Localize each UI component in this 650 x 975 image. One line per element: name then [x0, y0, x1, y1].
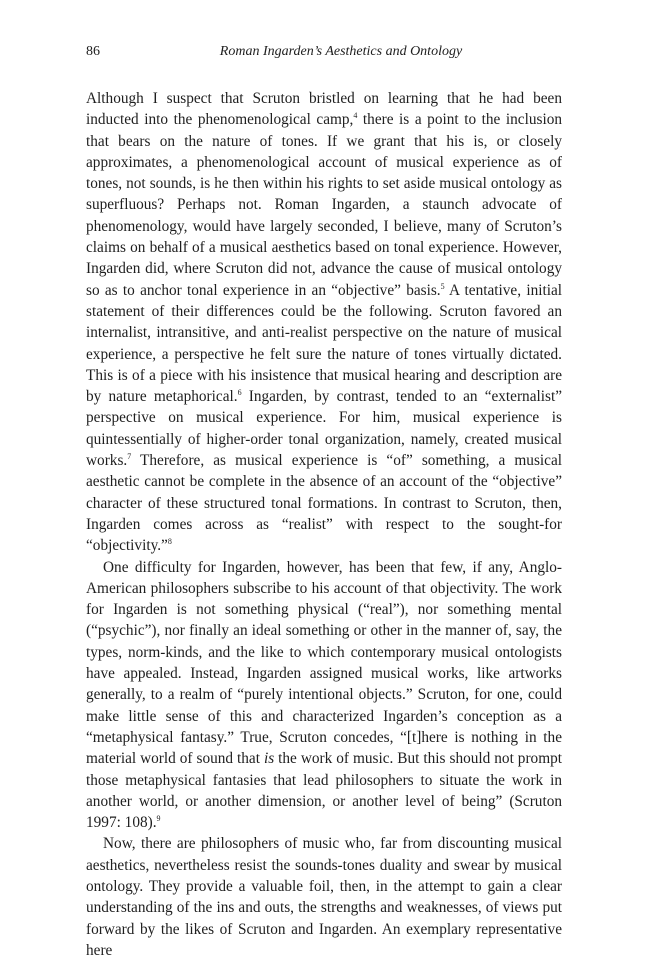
text-segment: Now, there are philosophers of music who, far from discounting musical aesthetics, nevertheless resist the sounds-tones duality and swear by musical ontology. They provide a valuable foil, then, in the attempt to gain a clear understanding of the ins and outs, the strengths and weaknesses, of views put forward by the likes of Scruton and Ingarden. An exemplary representative here	[86, 835, 562, 959]
text-segment: the work of music. But this should not prompt those metaphysical fantasies that lead philosophers to situate the work in another world, or another dimension, or another level of being” (Scruton 1997: 108).	[86, 750, 562, 832]
footnote-marker: 6	[237, 388, 242, 398]
text-segment: A tentative, initial statement of their differences could be the following. Scruton favored an internalist, intransitive, and anti-realist perspective on the nature of musical experience, a perspective he felt sure the nature of tones virtually dictated. This is of a piece with his insistence that musical hearing and description are by nature metaphorical.	[86, 281, 563, 406]
paragraph	[86, 833, 562, 961]
text-segment: there is a point to the inclusion that bears on the nature of tones. If we grant that his is, or closely approximates, a phenomenological account of musical experience as of tones, not sounds, is he then within his rights to set aside musical ontology as superfluous? Perhaps not. Roman Ingarden, a staunch advocate of phenomenology, would have largely seconded, I believe, many of Scruton’s claims on behalf of a musical aesthetics based on tonal experience. However, Ingarden did, where Scruton did not, advance the cause of musical ontology so as to anchor tonal experience in an “objective” basis.	[86, 111, 562, 299]
footnote-marker: 5	[440, 281, 445, 291]
running-head: Roman Ingarden’s Aesthetics and Ontology	[219, 44, 463, 59]
text-segment: One difficulty for Ingarden, however, has been that few, if any, Anglo-American philosophers subscribe to his account of that objectivity. The work for Ingarden is not something physical (“real”), nor something mental (“psychic”), nor finally an ideal something or other in the manner of, say, the types, norm-kinds, and the like to which contemporary musical ontologists have appealed. Instead, Ingarden assigned musical works, like artworks generally, to a realm of “purely intentional objects.” Scruton, for one, could make little sense of this and characterized Ingarden’s conception as a “metaphysical fantasy.” True, Scruton concedes, “[t]here is nothing in the material world of sound that	[86, 558, 562, 768]
emphasis-text: is	[263, 750, 275, 768]
paragraph	[86, 557, 562, 834]
footnote-marker: 7	[127, 452, 132, 462]
page-number: 86	[86, 44, 100, 59]
footnote-marker: 8	[167, 537, 172, 547]
page-header	[86, 44, 562, 64]
footnote-marker: 4	[353, 111, 358, 121]
footnote-marker: 9	[156, 814, 161, 824]
text-segment: Ingarden, by contrast, tended to an “externalist” perspective on musical experience. For him, musical experience is quintessentially of higher-order tonal organization, namely, created musical works.	[86, 388, 562, 470]
paragraph	[86, 88, 562, 557]
body-text	[86, 88, 562, 961]
text-segment: Therefore, as musical experience is “of” something, a musical aesthetic cannot be complete in the absence of an account of the “objective” character of these structured tonal formations. In contrast to Scruton, then, Ingarden comes across as “realist” with respect to the sought-for “objectivity.”	[86, 452, 562, 555]
text-segment: Although I suspect that Scruton bristled on learning that he had been inducted into the phenomenological camp,	[86, 90, 562, 129]
